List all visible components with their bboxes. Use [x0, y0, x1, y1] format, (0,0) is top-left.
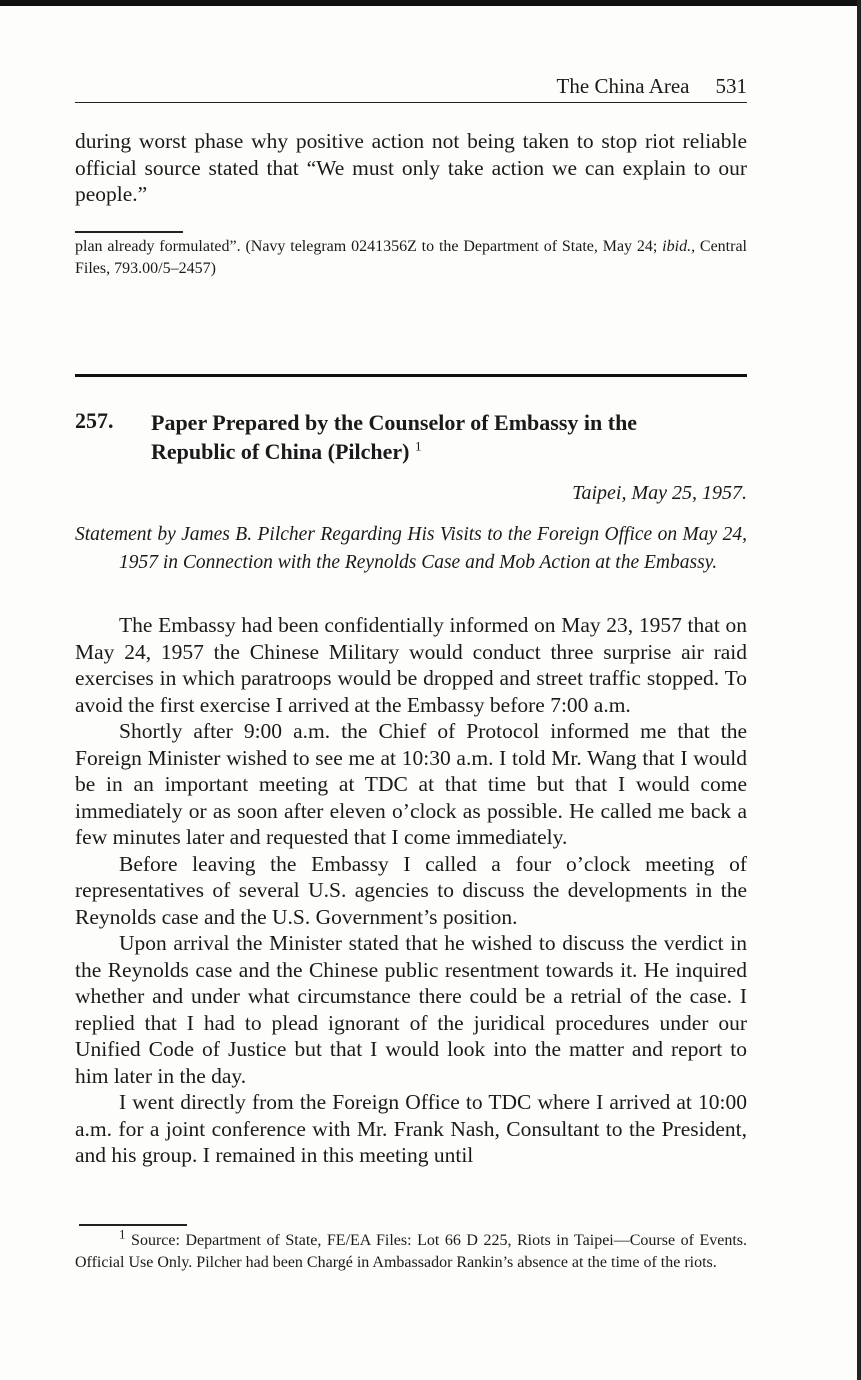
ibid-abbrev: ibid.	[662, 238, 692, 255]
running-title: The China Area	[556, 74, 690, 98]
body-paragraph: Before leaving the Embassy I called a four o’clock meeting of representatives of several U.S. agencies to discuss the developments in the Reynolds case and the U.S. Government’s position.	[75, 851, 747, 929]
footnote-paragraph	[75, 1226, 748, 1273]
continued-paragraph: during worst phase why positive action not being taken to stop riot reliable official source stated that “We must only take action we can explain to our people.”	[75, 129, 747, 206]
footnote-number: 1	[119, 1226, 126, 1242]
page-right-edge	[857, 0, 861, 1380]
continued-footnote-text	[75, 236, 747, 279]
body-paragraph: Upon arrival the Minister stated that he wished to discuss the verdict in the Reynolds case and the Chinese public resentment towards it. He inquired whether and under what circumstance there could be a retrial of the case. I replied that I had to plead ignorant of the juridical procedures under our Unified Code of Justice but that I would look into the matter and report to him later in the day.	[75, 931, 747, 1088]
running-header	[75, 74, 747, 103]
page-number: 531	[715, 74, 747, 98]
continued-text-block	[75, 128, 747, 208]
continued-footnote-part2: , Central Files, 793.00/5–2457)	[75, 238, 747, 277]
continued-footnote-part1: plan already formulated”. (Navy telegram 0241356Z to the Department of State, May 24;	[75, 238, 663, 255]
footnote-rule-bottom	[79, 1224, 187, 1226]
dateline: Taipei, May 25, 1957.	[572, 482, 747, 504]
body-paragraph: I went directly from the Foreign Office to TDC where I arrived at 10:00 a.m. for a joint conference with Mr. Frank Nash, Consultant to the President, and his group. I remained in this meeting until	[75, 1090, 747, 1167]
continued-footnote	[75, 236, 747, 279]
footnote-text: Source: Department of State, FE/EA Files: Lot 66 D 225, Riots in Taipei—Course of Events. Official Use Only. Pilcher had been Chargé in Ambassador Rankin’s absence at the time of the riots.	[75, 1232, 748, 1271]
page-top-edge	[0, 0, 861, 6]
footnote-marker: 1	[415, 438, 422, 454]
document-body	[75, 612, 747, 1169]
running-header-text	[557, 74, 747, 99]
document-title	[151, 408, 711, 466]
footnote	[75, 1226, 748, 1273]
footnote-rule-top	[75, 231, 183, 233]
document-number: 257.	[75, 408, 114, 433]
body-paragraph: Shortly after 9:00 a.m. the Chief of Protocol informed me that the Foreign Minister wished to see me at 10:30 a.m. I told Mr. Wang that I would be in an important meeting at TDC at that time but that I would come immediately or as soon after eleven o’clock as possible. He called me back a few minutes later and requested that I come immediately.	[75, 719, 747, 849]
body-paragraph: The Embassy had been confidentially informed on May 23, 1957 that on May 24, 1957 the Chinese Military would conduct three surprise air raid exercises in which paratroops would be dropped and street traffic stopped. To avoid the first exercise I arrived at the Embassy before 7:00 a.m.	[75, 613, 747, 717]
document-title-text: Paper Prepared by the Counselor of Embassy in the Republic of China (Pilcher)	[151, 410, 638, 464]
section-divider	[75, 374, 747, 377]
document-summary: Statement by James B. Pilcher Regarding His Visits to the Foreign Office on May 24, 1957 in Connection with the Reynolds Case and Mob Action at the Embassy.	[75, 524, 747, 573]
